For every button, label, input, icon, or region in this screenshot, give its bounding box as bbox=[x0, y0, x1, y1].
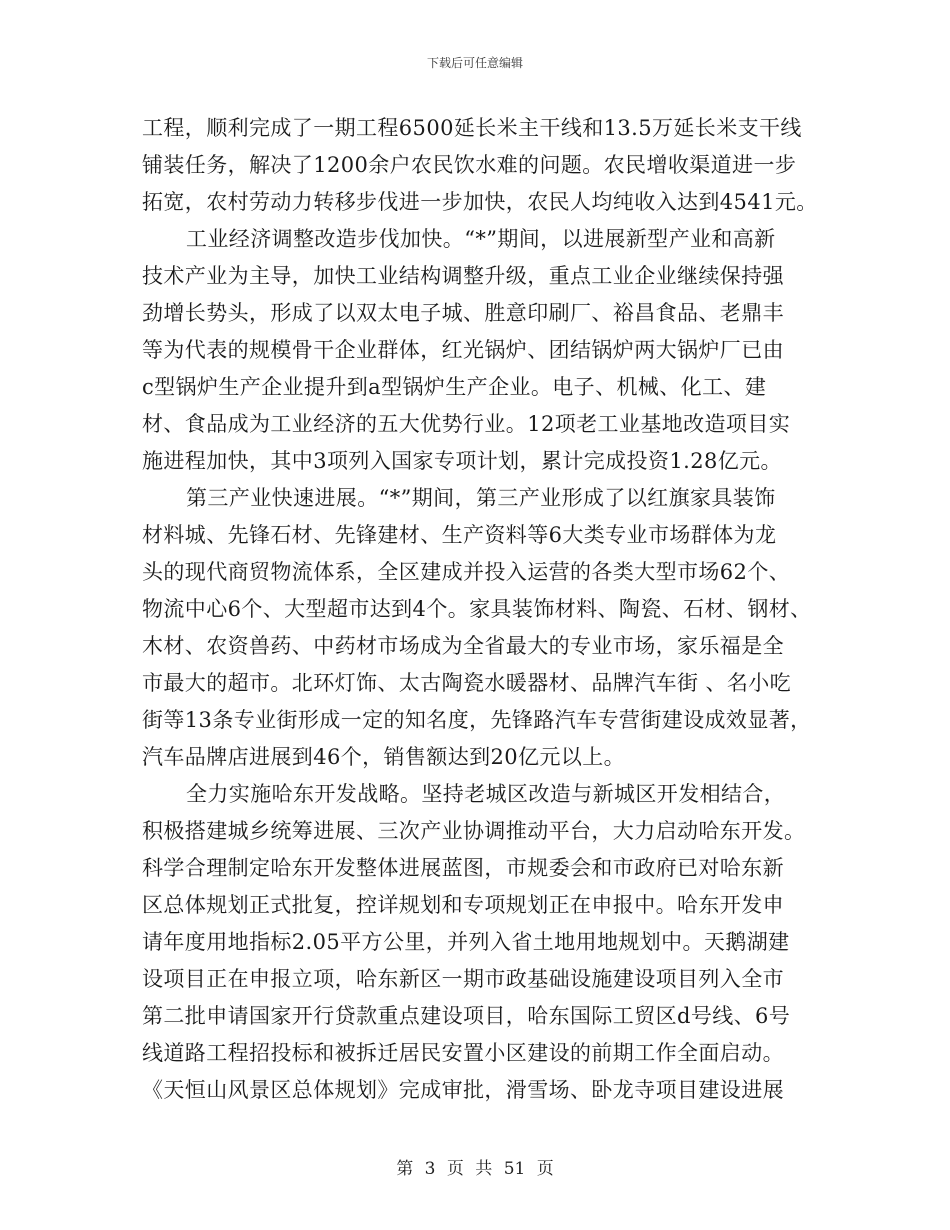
body-line: 工程，顺利完成了一期工程6500延长米主干线和13.5万延长米支干线 bbox=[142, 116, 802, 140]
body-line: 等为代表的规模骨干企业群体，红光锅炉、团结锅炉两大锅炉厂已由 bbox=[142, 338, 784, 362]
body-line: 施进程加快，其中3项列入国家专项计划，累计完成投资1.28亿元。 bbox=[142, 449, 782, 473]
body-line: 劲增长势头，形成了以双太电子城、胜意印刷厂、裕昌食品、老鼎丰 bbox=[142, 301, 784, 325]
body-line: 汽车品牌店进展到46个，销售额达到20亿元以上。 bbox=[142, 745, 626, 769]
body-line: 科学合理制定哈东开发整体进展蓝图，市规委会和市政府已对哈东新 bbox=[142, 856, 784, 880]
body-line: 拓宽，农村劳动力转移步伐进一步加快，农民人均纯收入达到4541元。 bbox=[142, 190, 818, 214]
page-number-footer: 第 3 页 共 51 页 bbox=[396, 1159, 554, 1179]
paragraph-start-line: 全力实施哈东开发战略。坚持老城区改造与新城区开发相结合， bbox=[186, 782, 786, 806]
body-line: 材、食品成为工业经济的五大优势行业。12项老工业基地改造项目实 bbox=[142, 412, 791, 436]
body-line: 物流中心6个、大型超市达到4个。家具装饰材料、陶瓷、石材、钢材、 bbox=[142, 597, 812, 621]
body-line: c型锅炉生产企业提升到a型锅炉生产企业。电子、机械、化工、建 bbox=[142, 375, 767, 399]
body-line: 材料城、先锋石材、先锋建材、生产资料等6大类专业市场群体为龙 bbox=[142, 523, 777, 547]
paragraph-start-line: 工业经济调整改造步伐加快。“*”期间，以进展新型产业和高新 bbox=[186, 227, 776, 251]
header-note: 下载后可任意编辑 bbox=[426, 56, 523, 70]
body-line: 区总体规划正式批复，控详规划和专项规划正在申报中。哈东开发申 bbox=[142, 893, 784, 917]
body-line: 头的现代商贸物流体系，全区建成并投入运营的各类大型市场62个、 bbox=[142, 560, 791, 584]
body-line: 市最大的超市。北环灯饰、太古陶瓷水暖器材、品牌汽车街 、名小吃 bbox=[142, 671, 792, 695]
body-line: 第二批申请国家开行贷款重点建设项目，哈东国际工贸区d号线、6号 bbox=[142, 1004, 791, 1028]
body-line: 木材、农资兽药、中药材市场成为全省最大的专业市场，家乐福是全 bbox=[142, 634, 784, 658]
document-body bbox=[142, 110, 818, 1109]
body-line: 技术产业为主导，加快工业结构调整升级，重点工业企业继续保持强 bbox=[142, 264, 784, 288]
body-line: 请年度用地指标2.05平方公里，并列入省土地用地规划中。天鹅湖建 bbox=[142, 930, 790, 954]
body-line: 积极搭建城乡统筹进展、三次产业协调推动平台，大力启动哈东开发。 bbox=[142, 819, 806, 843]
paragraph-start-line: 第三产业快速进展。“*”期间，第三产业形成了以红旗家具装饰 bbox=[186, 486, 776, 510]
body-line: 《天恒山风景区总体规划》完成审批，滑雪场、卧龙寺项目建设进展 bbox=[142, 1078, 784, 1102]
body-line: 设项目正在申报立项，哈东新区一期市政基础设施建设项目列入全市 bbox=[142, 967, 784, 991]
body-line: 街等13条专业街形成一定的知名度，先锋路汽车专营街建设成效显著， bbox=[142, 708, 812, 732]
body-line: 铺装任务，解决了1200余户农民饮水难的问题。农民增收渠道进一步 bbox=[142, 153, 797, 177]
body-line: 线道路工程招投标和被拆迁居民安置小区建设的前期工作全面启动。 bbox=[142, 1041, 784, 1065]
